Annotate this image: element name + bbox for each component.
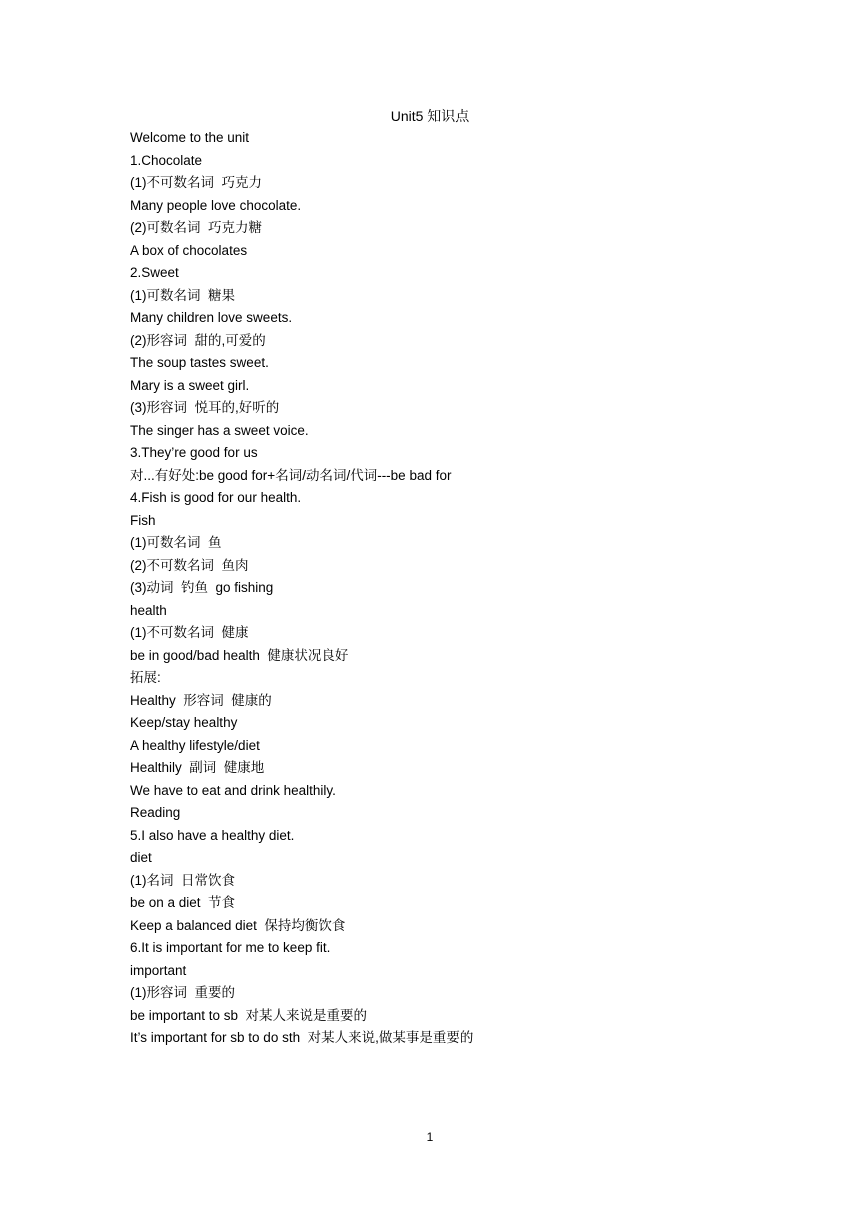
text-line: (1)名词 日常饮食 <box>130 872 236 888</box>
text-line: be in good/bad health 健康状况良好 <box>130 647 349 663</box>
text-line: be important to sb 对某人来说是重要的 <box>130 1007 368 1023</box>
text-line: We have to eat and drink healthily. <box>130 782 336 798</box>
text-line: 5.I also have a healthy diet. <box>130 827 295 843</box>
text-line: (3)形容词 悦耳的,好听的 <box>130 400 280 415</box>
text-line: 1.Chocolate <box>130 152 203 168</box>
text-line: Many people love chocolate. <box>130 197 302 213</box>
text-line: important <box>130 962 187 978</box>
text-line: Healthily 副词 健康地 <box>130 760 265 775</box>
text-line: 3.They’re good for us <box>130 445 258 460</box>
text-line: Reading <box>130 805 181 820</box>
text-line: (2)不可数名词 鱼肉 <box>130 557 249 573</box>
text-line: 6.It is important for me to keep fit. <box>130 940 331 955</box>
text-line: A healthy lifestyle/diet <box>130 737 260 753</box>
text-line: The soup tastes sweet. <box>130 355 269 370</box>
text-line: (1)可数名词 糖果 <box>130 287 236 303</box>
text-line: Fish <box>130 512 156 528</box>
text-line: diet <box>130 850 152 865</box>
text-line: Mary is a sweet girl. <box>130 377 250 393</box>
page-number: 1 <box>426 1130 434 1144</box>
text-line: (2)形容词 甜的,可爱的 <box>130 332 266 348</box>
text-line: health <box>130 602 167 618</box>
text-line: (1)可数名词 鱼 <box>130 535 222 550</box>
text-line: The singer has a sweet voice. <box>130 422 309 438</box>
text-line: (2)可数名词 巧克力糖 <box>130 220 263 235</box>
page-title: Unit5 知识点 <box>390 108 470 124</box>
document-body <box>130 127 770 1050</box>
text-line: 2.Sweet <box>130 265 179 280</box>
text-line: Welcome to the unit <box>130 130 250 145</box>
text-line: A box of chocolates <box>130 242 248 258</box>
text-line: be on a diet 节食 <box>130 895 236 910</box>
text-line: Keep/stay healthy <box>130 715 238 730</box>
text-line: 4.Fish is good for our health. <box>130 490 302 505</box>
text-line: 拓展: <box>130 670 161 685</box>
text-line: 对...有好处:be good for+名词/动名词/代词---be bad for <box>130 467 452 483</box>
text-line: Healthy 形容词 健康的 <box>130 692 272 708</box>
text-line: Many children love sweets. <box>130 310 293 325</box>
text-line: It’s important for sb to do sth 对某人来说,做某事是重要的 <box>130 1030 474 1045</box>
text-line: (1)不可数名词 健康 <box>130 625 249 640</box>
text-line: Keep a balanced diet 保持均衡饮食 <box>130 917 346 933</box>
text-line: (1)形容词 重要的 <box>130 985 236 1000</box>
text-line: (3)动词 钓鱼 go fishing <box>130 580 274 595</box>
text-line: (1)不可数名词 巧克力 <box>130 175 263 190</box>
